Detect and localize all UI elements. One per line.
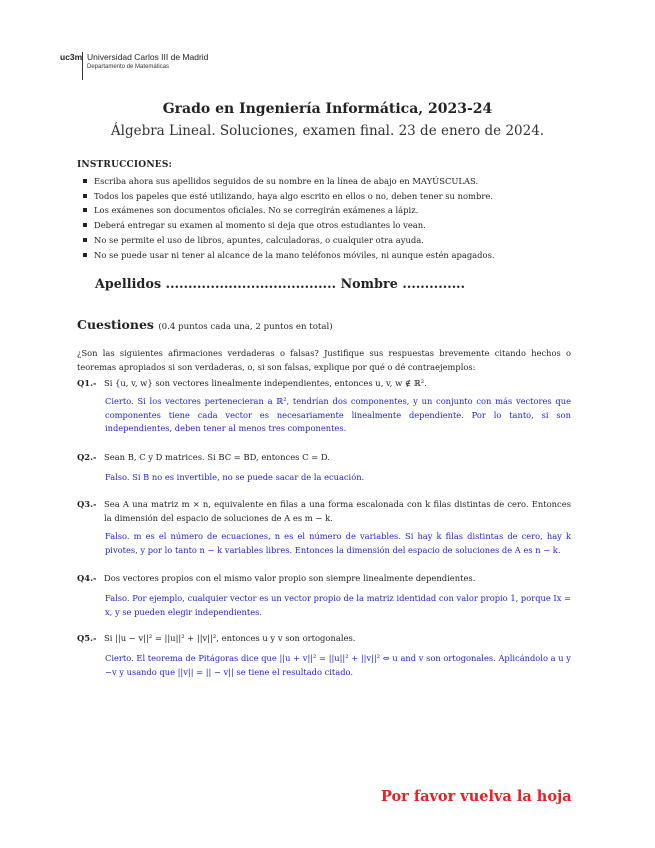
instruction-item: Todos los papeles que esté utilizando, haya algo escrito en ellos o no, deben tener su nombre. [94,189,564,204]
question-2 [77,451,571,465]
question-label: Q1.- [77,378,97,388]
department-name: Departamento de Matemáticas [87,64,170,70]
turn-page-note: Por favor vuelva la hoja [381,788,572,805]
instruction-item: No se puede usar ni tener al alcance de la mano teléfonos móviles, ni aunque estén apagados. [94,248,564,263]
answer-5: Cierto. El teorema de Pitágoras dice que ||u + v||² = ||u||² + ||v||² ⇔ u and v son ortogonales. Aplicándolo a u y −v y usando que ||v|| = || − v|| se tiene el resultado citado. [105,653,571,677]
question-label: Q4.- [77,573,97,583]
question-statement: Sean B, C y D matrices. Si BC = BD, entonces C = D. [104,452,330,462]
page-title: Grado en Ingeniería Informática, 2023-24 [162,101,493,117]
question-4 [77,572,571,586]
instructions-heading: INSTRUCCIONES: [77,160,173,170]
question-5 [77,632,571,646]
university-name: Universidad Carlos III de Madrid [87,52,209,62]
question-statement: Si {u, v, w} son vectores linealmente independientes, entonces u, v, w ∉ ℝ². [104,378,427,388]
section-points: (0.4 puntos cada una, 2 puntos en total) [158,322,333,332]
name-label: Nombre [340,276,398,291]
question-statement: Si ||u − v||² = ||u||² + ||v||², entonces u y v son ortogonales. [104,633,356,643]
surname-label: Apellidos [95,276,162,291]
section-heading [77,317,333,332]
question-3 [77,498,571,525]
instruction-item: Los exámenes son documentos oficiales. No se corregirán exámenes a lápiz. [94,203,564,218]
question-1 [77,377,571,391]
page-subtitle: Álgebra Lineal. Soluciones, examen final. 23 de enero de 2024. [110,123,545,139]
university-logo [60,52,82,62]
answer-1: Cierto. Si los vectores pertenecieran a ℝ², tendrían dos componentes, y un conjunto con más vectores que componentes tiene cada vector es necesariamente linealmente dependiente. Por lo tanto, si son independientes, deben tener al menos tres componentes. [105,396,571,433]
instructions-list [94,174,564,262]
question-label: Q5.- [77,633,97,643]
section-title: Cuestiones [77,317,154,332]
question-statement: Dos vectores propios con el mismo valor propio son siempre linealmente dependientes. [104,573,476,583]
answer-2: Falso. Si B no es invertible, no se puede sacar de la ecuación. [105,472,365,482]
instruction-item: Deberá entregar su examen al momento si deja que otros estudiantes lo vean. [94,218,564,233]
surname-field[interactable]: ...................................... [165,276,337,291]
logo-divider [82,52,83,80]
section-intro: ¿Son las siguientes afirmaciones verdaderas o falsas? Justifique sus respuestas brevemente citando hechos o teoremas apropiados si son verdaderas, o, si son falsas, explique por qué o dé contraejemplos: [77,348,571,372]
name-line [95,276,465,291]
answer-3: Falso. m es el número de ecuaciones, n es el número de variables. Si hay k filas distintas de cero, hay k pivotes, y por lo tanto n − k variables libres. Entonces la dimensión del espacio de soluciones de A es n − k. [105,531,571,555]
question-statement: Sea A una matriz m × n, equivalente en filas a una forma escalonada con k filas distintas de cero. Entonces la dimensión del espacio de soluciones de A es m − k. [104,499,571,523]
question-label: Q3.- [77,499,97,509]
instruction-item: Escriba ahora sus apellidos seguidos de su nombre en la línea de abajo en MAYÚSCULAS. [94,174,564,189]
answer-4: Falso. Por ejemplo, cualquier vector es un vector propio de la matriz identidad con valor propio 1, porque Ix = x, y se pueden elegir independientes. [105,593,571,617]
instruction-item: No se permite el uso de libros, apuntes, calculadoras, o cualquier otra ayuda. [94,233,564,248]
name-field[interactable]: .............. [402,276,466,291]
logo-mark: uc3m [60,52,83,62]
question-label: Q2.- [77,452,97,462]
